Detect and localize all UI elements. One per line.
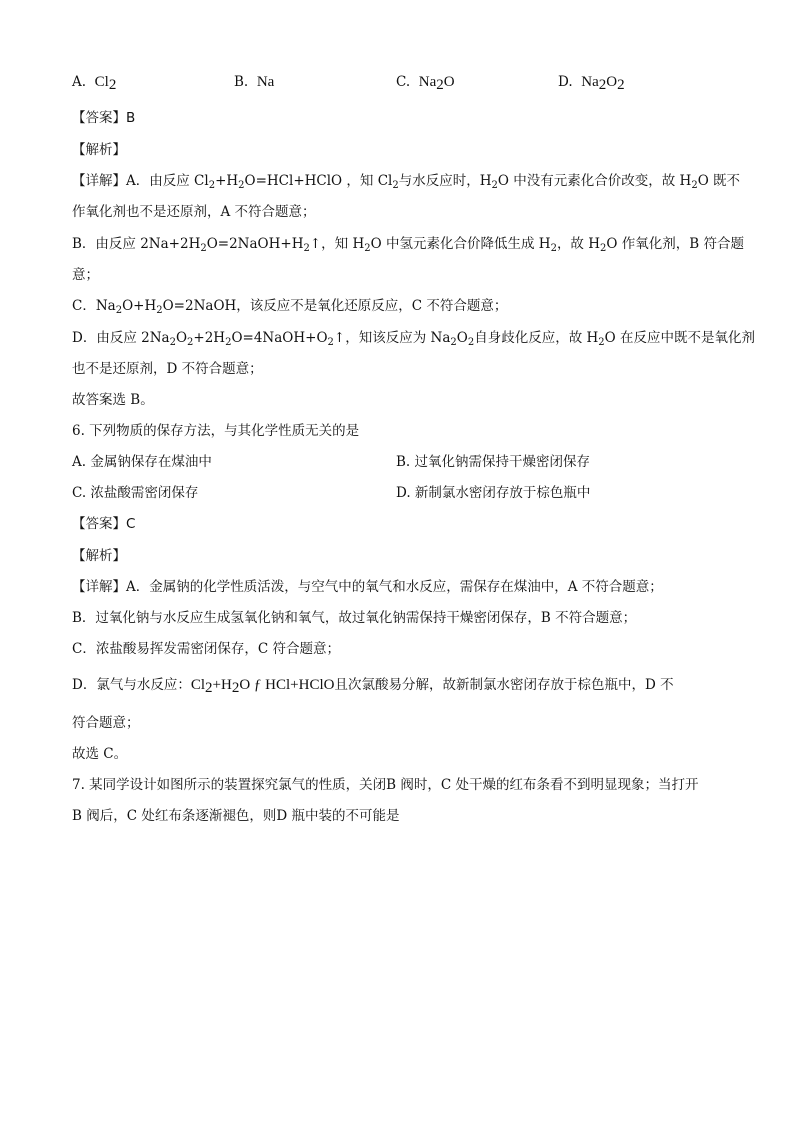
q6-analysis-label: 【解析】 — [72, 548, 126, 564]
q6-explanation-line-6: 故选 C。 — [72, 746, 128, 762]
q5-explanation-line-3: B．由反应 $2Na+2H_2O=2NaOH+H_2↑$，知 $H_2O$ 中氢元素化合价降低生成 $H_2$，故 $H_2O$ 作氧化剂，B 符合题 — [72, 236, 744, 254]
q6-explanation-line-5: 符合题意； — [72, 715, 140, 731]
q5-option-b: B. Na — [234, 74, 275, 90]
q6-explanation-line-1: 【详解】A．金属钠的化学性质活泼，与空气中的氧气和水反应，需保存在煤油中，A 不符合题意； — [72, 579, 663, 595]
q6-option-d: D. 新制氯水密闭存放于棕色瓶中 — [396, 485, 591, 501]
q6-stem: 6. 下列物质的保存方法，与其化学性质无关的是 — [72, 423, 360, 439]
q5-explanation-line-5: C．$Na_2O+H_2O=2NaOH$，该反应不是氧化还原反应，C 不符合题意； — [72, 298, 508, 316]
q5-explanation-line-4: 意； — [72, 267, 99, 283]
q6-explanation-line-4: D．氯气与水反应：$Cl_2+H_2O$ ƒ HCl+HClO且次氯酸易分解，故新制氯水密闭存放于棕色瓶中，D 不 — [72, 677, 674, 696]
q5-explanation-line-2: 作氧化剂也不是还原剂，A 不符合题意； — [72, 204, 316, 220]
q6-explanation-line-2: B．过氧化钠与水反应生成氢氧化钠和氧气，故过氧化钠需保持干燥密闭保存，B 不符合题意； — [72, 610, 637, 626]
q6-answer: 【答案】C — [72, 516, 136, 532]
q6-explanation-line-3: C．浓盐酸易挥发需密闭保存，C 符合题意； — [72, 641, 340, 657]
q6-option-a: A. 金属钠保存在煤油中 — [72, 454, 212, 470]
q5-option-d: D. $Na_2O_2$ — [558, 74, 625, 93]
q7-stem-line-1: 7. 某同学设计如图所示的装置探究氯气的性质，关闭B 阀时，C 处干燥的红布条看不到明显现象；当打开 — [72, 777, 699, 793]
q5-explanation-line-6: D．由反应 $2Na_2O_2+2H_2O=4NaOH+O_2↑$，知该反应为 $Na_2O_2$自身歧化反应，故 $H_2O$ 在反应中既不是氧化剂 — [72, 330, 756, 348]
q5-option-a: A. $Cl_2$ — [72, 74, 117, 93]
q5-option-c: C. $Na_2O$ — [396, 74, 455, 93]
q5-explanation-line-8: 故答案选 B。 — [72, 392, 154, 408]
q5-explanation-line-1: 【详解】A．由反应 $Cl_2+H_2O=HCl+HClO$ ，知 $Cl_2$与水反应时，$H_2O$ 中没有元素化合价改变，故 $H_2O$ 既不 — [72, 173, 741, 191]
q7-stem-line-2: B 阀后，C 处红布条逐渐褪色，则D 瓶中装的不可能是 — [72, 808, 400, 824]
q5-answer: 【答案】B — [72, 110, 136, 126]
q5-explanation-line-7: 也不是还原剂，D 不符合题意； — [72, 361, 263, 377]
q5-analysis-label: 【解析】 — [72, 142, 126, 158]
q6-option-b: B. 过氧化钠需保持干燥密闭保存 — [396, 454, 591, 470]
q6-option-c: C. 浓盐酸需密闭保存 — [72, 485, 199, 501]
